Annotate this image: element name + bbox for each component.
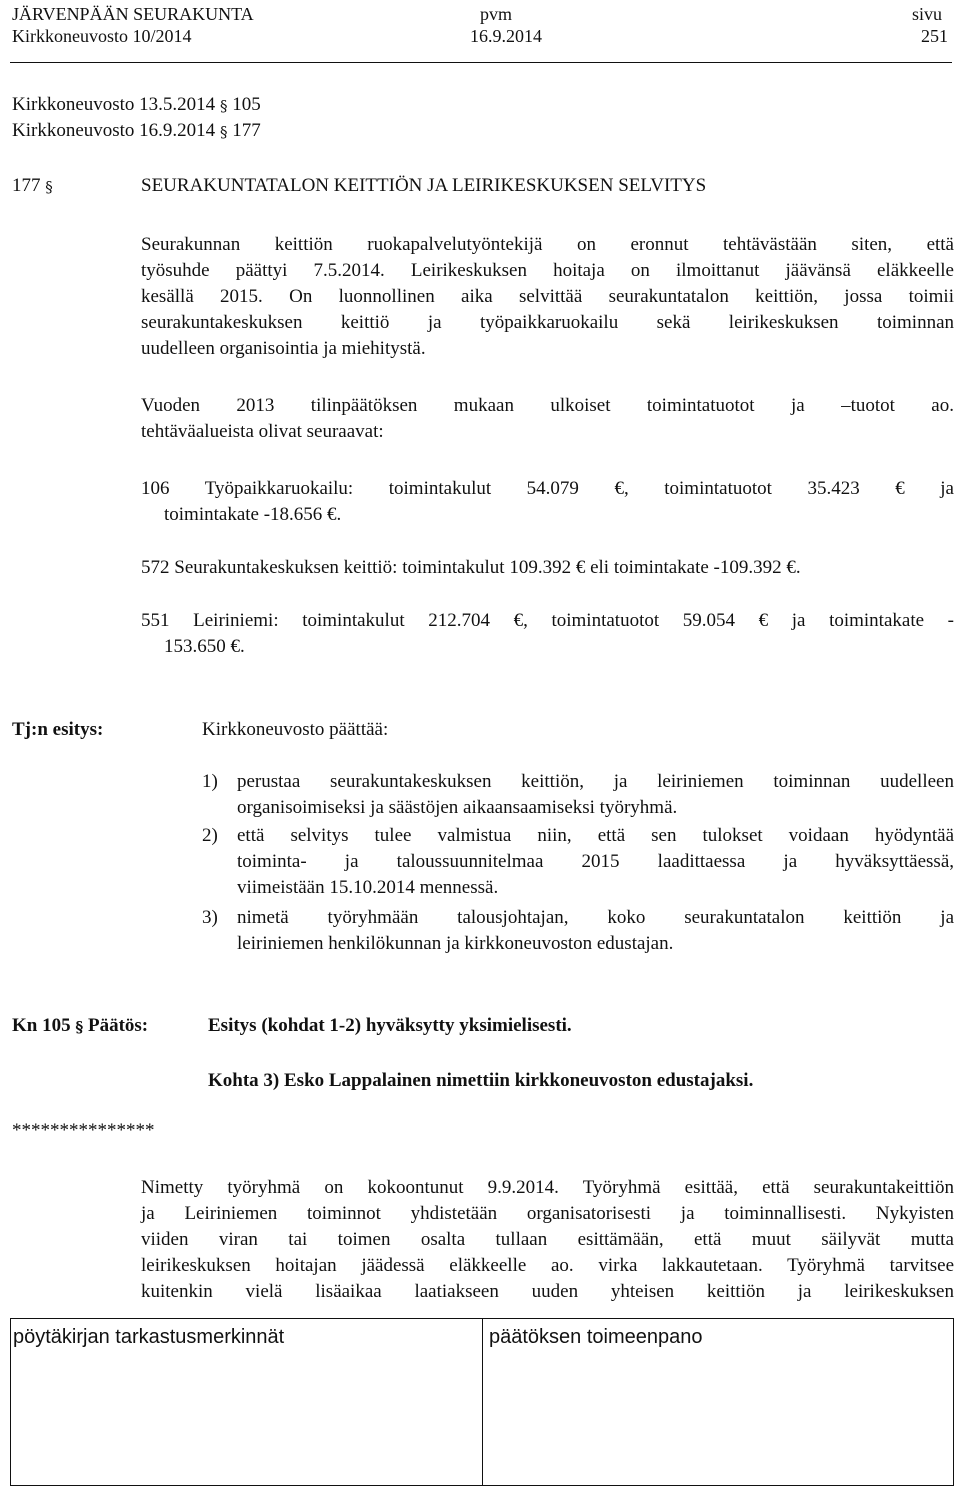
unit-572-line: 572 Seurakuntakeskuksen keittiö: toimintakulut 109.392 € eli toimintakate -109.392 €. [141,557,801,578]
section-symbol: § [219,123,228,141]
unit-106-line: 106 Työpaikkaruokailu: toimintakulut 54.079 €, toimintatuotot 35.423 € ja [141,478,954,499]
decision-label: Kn 105 § Päätös: [12,1015,149,1036]
proposal-label: Tj:n esitys: [12,719,104,740]
header-date-label: pvm [480,4,513,24]
proposal-item-number: 2) [202,825,218,846]
section-number: 177 [12,175,41,196]
proposal-item-line: organisoimiseksi ja säästöjen aikaansaamiseksi työryhmä. [237,797,678,818]
separator: *************** [12,1120,155,1141]
followup-line: Nimetty työryhmä on kokoontunut 9.9.2014. Työryhmä esittää, että seurakuntakeittiön [141,1177,954,1198]
decision-text: Esitys (kohdat 1-2) hyväksytty yksimielisesti. [208,1015,572,1036]
proposal-item-line: että selvitys tulee valmistua niin, että sen tulokset voidaan hyödyntää [237,825,954,846]
header-date: 16.9.2014 [470,26,542,46]
implementation-label: päätöksen toimeenpano [489,1326,703,1348]
intro-line: kesällä 2015. On luonnollinen aika selvittää seurakuntatalon keittiön, jossa toimii [141,286,954,307]
header-org: JÄRVENPÄÄN SEURAKUNTA [12,4,254,24]
proposal-lead: Kirkkoneuvosto päättää: [202,719,389,740]
history-line-1: Kirkkoneuvosto 13.5.2014 § 105 [12,94,261,115]
proposal-item-line: leiriniemen henkilökunnan ja kirkkoneuvoston edustajan. [237,933,674,954]
intro-line: seurakuntakeskuksen keittiö ja työpaikkaruokailu sekä leirikeskuksen toiminnan [141,312,954,333]
header-page-label: sivu [912,4,943,24]
followup-line: kuitenkin vielä lisäaikaa laatiakseen uuden yhteisen keittiön ja leirikeskuksen [141,1281,954,1302]
section-title: SEURAKUNTATALON KEITTIÖN JA LEIRIKESKUKSEN SELVITYS [141,175,707,196]
section-symbol: § [219,97,228,115]
section-symbol: § [45,178,53,196]
header-meeting: Kirkkoneuvosto 10/2014 [12,26,192,46]
proposal-item-line: nimetä työryhmään talousjohtajan, koko seurakuntatalon keittiön ja [237,907,954,928]
followup-line: ja Leiriniemen toiminnot yhdistetään organisatorisesti ja toiminnallisesti. Nykyisten [141,1203,954,1224]
header-rule [10,62,952,63]
unit-551-line: 153.650 €. [164,636,245,657]
intro-line: Seurakunnan keittiön ruokapalvelutyöntekijä on eronnut tehtävästään siten, että [141,234,954,255]
proposal-item-line: viimeistään 15.10.2014 mennessä. [237,877,499,898]
intro-line: uudelleen organisointia ja miehitystä. [141,338,426,359]
followup-line: viiden viran tai toimen osalta tullaan esittämään, että muut säilyvät mutta [141,1229,954,1250]
proposal-item-line: toiminta- ja taloussuunnitelmaa 2015 laadittaessa ja hyväksyttäessä, [237,851,954,872]
unit-106-line: toimintakate -18.656 €. [164,504,342,525]
review-notes-box [10,1318,483,1486]
decision-note: Kohta 3) Esko Lappalainen nimettiin kirkkoneuvoston edustajaksi. [208,1070,754,1091]
proposal-item-number: 3) [202,907,218,928]
financial-intro-line: Vuoden 2013 tilinpäätöksen mukaan ulkoiset toimintatuotot ja –tuotot ao. [141,395,954,416]
intro-line: työsuhde päättyi 7.5.2014. Leirikeskuksen hoitaja on ilmoittanut jäävänsä eläkkeelle [141,260,954,281]
implementation-box [482,1318,954,1486]
followup-line: leirikeskuksen hoitajan jäädessä eläkkeelle ao. virka lakkautetaan. Työryhmä tarvitsee [141,1255,954,1276]
financial-intro-line: tehtäväalueista olivat seuraavat: [141,421,384,442]
unit-551-line: 551 Leiriniemi: toimintakulut 212.704 €, toimintatuotot 59.054 € ja toimintakate - [141,610,954,631]
section-heading [12,173,53,199]
review-notes-label: pöytäkirjan tarkastusmerkinnät [13,1326,285,1348]
header-page-number: 251 [921,26,948,46]
section-symbol: § [75,1018,84,1036]
history-line-2: Kirkkoneuvosto 16.9.2014 § 177 [12,120,261,141]
proposal-item-line: perustaa seurakuntakeskuksen keittiön, ja leiriniemen toiminnan uudelleen [237,771,954,792]
proposal-item-number: 1) [202,771,218,792]
